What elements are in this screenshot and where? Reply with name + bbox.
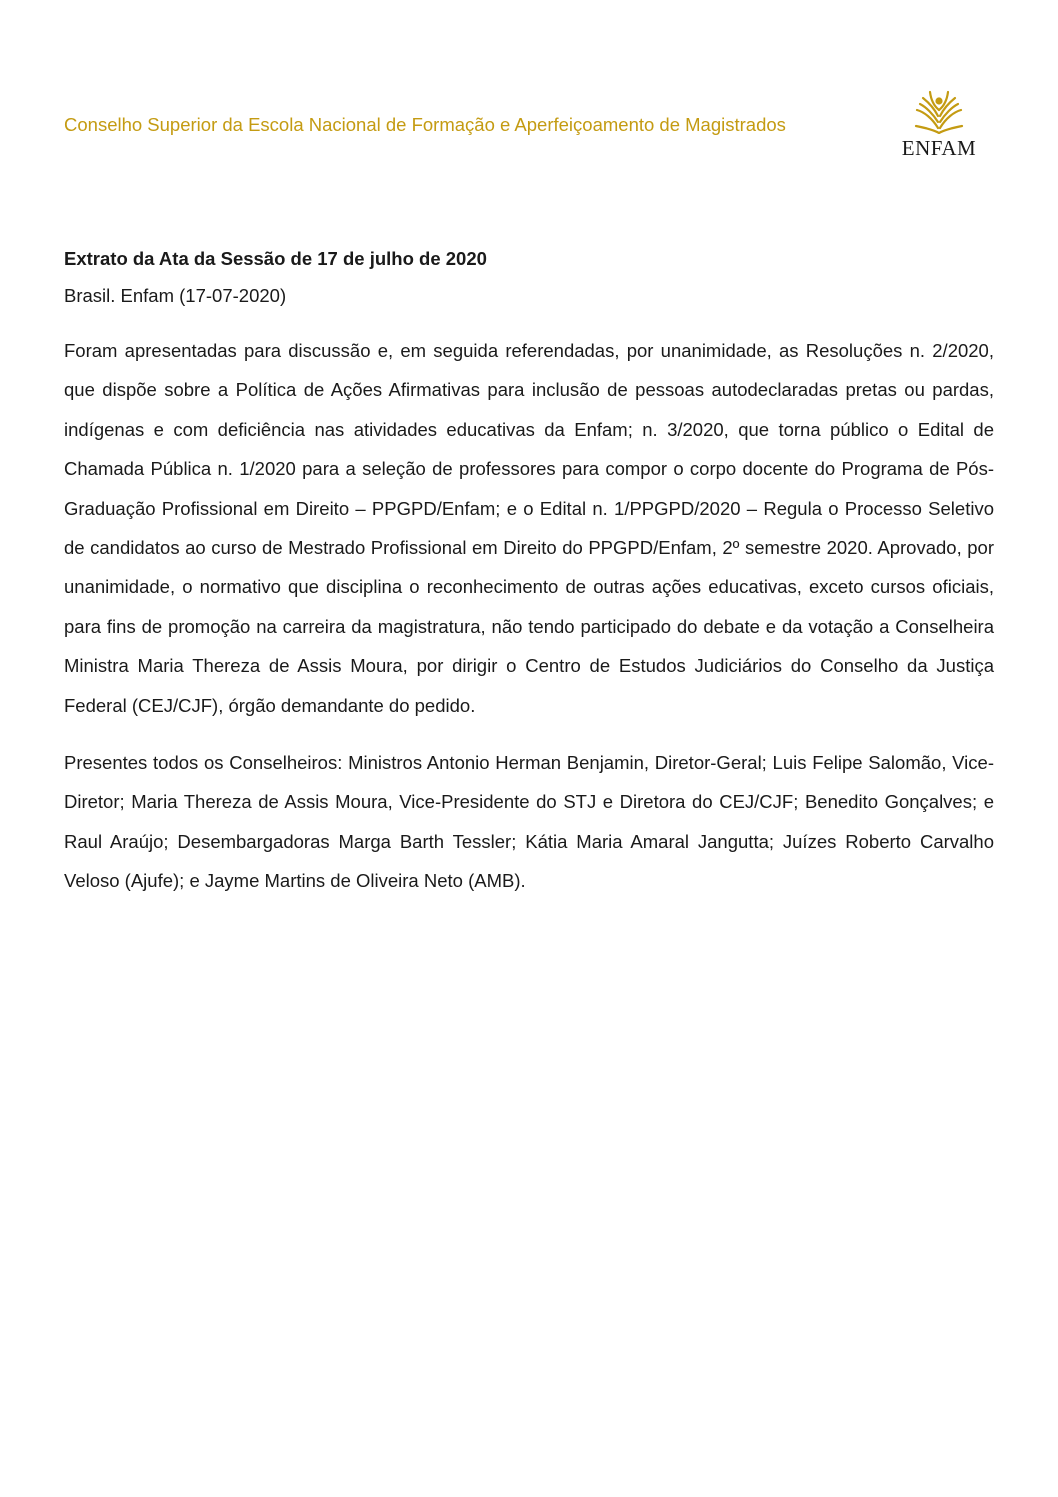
institution-title: Conselho Superior da Escola Nacional de Formação e Aperfeiçoamento de Magistrados [64, 114, 786, 135]
document-title: Extrato da Ata da Sessão de 17 de julho de 2020 [64, 248, 487, 269]
paragraph-attendees: Presentes todos os Conselheiros: Ministros Antonio Herman Benjamin, Diretor-Geral; Luis Felipe Salomão, Vice-Diretor; Maria Thereza de Assis Moura, Vice-Presidente do STJ e Diretora do CEJ/CJF; Benedito Gonçalves; e Raul Araújo; Desembargadoras Marga Barth Tessler; Kátia Maria Amaral Jangutta; Juízes Roberto Carvalho Veloso (Ajufe); e Jayme Martins de Oliveira Neto (AMB). [64, 752, 994, 892]
document-body [64, 245, 994, 901]
document-source: Brasil. Enfam (17-07-2020) [64, 285, 287, 306]
logo-text: ENFAM [901, 136, 977, 160]
paragraph-resolutions: Foram apresentadas para discussão e, em seguida referendadas, por unanimidade, as Resoluções n. 2/2020, que dispõe sobre a Política de Ações Afirmativas para inclusão de pessoas autodeclaradas pretas ou pardas, indígenas e com deficiência nas atividades educativas da Enfam; n. 3/2020, que torna público o Edital de Chamada Pública n. 1/2020 para a seleção de professores para compor o corpo docente do Programa de Pós-Graduação Profissional em Direito – PPGPD/Enfam; e o Edital n. 1/PPGPD/2020 – Regula o Processo Seletivo de candidatos ao curso de Mestrado Profissional em Direito do PPGPD/Enfam, 2º semestre 2020. Aprovado, por unanimidade, o normativo que disciplina o reconhecimento de outras ações educativas, exceto cursos oficiais, para fins de promoção na carreira da magistratura, não tendo participado do debate e da votação a Conselheira Ministra Maria Thereza de Assis Moura, por dirigir o Centro de Estudos Judiciários do Conselho da Justiça Federal (CEJ/CJF), órgão demandante do pedido. [64, 340, 994, 716]
open-book-with-figure-icon [914, 90, 964, 134]
page-header [64, 88, 994, 168]
enfam-logo [896, 90, 982, 162]
